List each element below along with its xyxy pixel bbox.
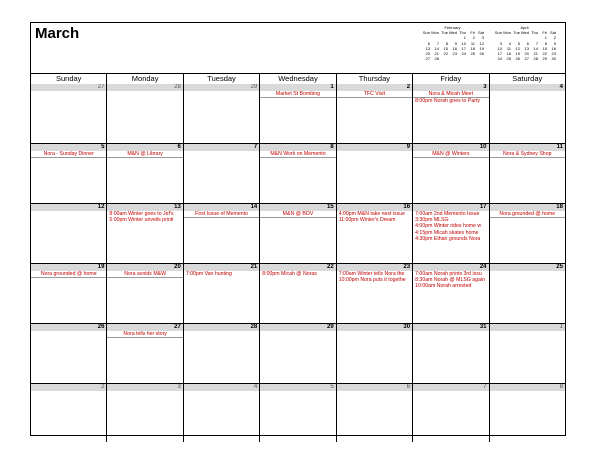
day-number: 14 bbox=[184, 204, 259, 211]
mini-day bbox=[448, 56, 457, 61]
day-cell[interactable] bbox=[336, 384, 412, 442]
mini-day: 8 bbox=[445, 40, 448, 46]
calendar-event[interactable]: 8:30am Norah @ MLSG again bbox=[415, 277, 485, 284]
day-cell[interactable] bbox=[489, 84, 565, 143]
calendar-event[interactable]: M&N Work on Memento bbox=[260, 151, 335, 158]
day-number: 31 bbox=[413, 324, 488, 331]
calendar-event[interactable]: TFC Visit bbox=[337, 91, 412, 98]
mini-day: 18 bbox=[506, 51, 511, 57]
mini-day: 17 bbox=[461, 45, 466, 51]
weekday-label: Sunday bbox=[55, 74, 82, 83]
mini-day: 17 bbox=[497, 51, 502, 57]
day-cell[interactable] bbox=[259, 144, 335, 203]
day-number: 11 bbox=[490, 144, 565, 151]
mini-day: 2 bbox=[553, 35, 556, 41]
weekday-label: Thursday bbox=[336, 74, 412, 84]
mini-day: 3 bbox=[499, 40, 502, 46]
day-cell[interactable] bbox=[412, 264, 488, 323]
mini-day: 26 bbox=[479, 51, 484, 57]
day-number: 28 bbox=[184, 324, 259, 331]
day-cell[interactable] bbox=[183, 264, 259, 323]
mini-day: 1 bbox=[463, 35, 466, 41]
day-cell[interactable] bbox=[489, 384, 565, 442]
mini-day: 27 bbox=[524, 56, 529, 62]
day-number: 22 bbox=[260, 264, 335, 271]
day-cell[interactable] bbox=[259, 324, 335, 383]
calendar-event[interactable]: Nora - Sunday Dinner bbox=[31, 151, 106, 158]
calendar-event[interactable]: M&N @ BOV bbox=[260, 211, 335, 218]
mini-day: 7 bbox=[535, 40, 538, 46]
mini-day: 21 bbox=[434, 51, 439, 57]
mini-day: 11 bbox=[470, 40, 475, 46]
day-number: 7 bbox=[184, 144, 259, 151]
day-number: 29 bbox=[184, 84, 259, 91]
mini-day: 22 bbox=[542, 51, 547, 57]
day-number: 24 bbox=[413, 264, 488, 271]
mini-day: 5 bbox=[517, 40, 520, 46]
mini-day bbox=[457, 56, 466, 61]
calendar-event[interactable]: M&N @ Library bbox=[107, 151, 182, 158]
day-cell[interactable] bbox=[106, 384, 182, 442]
weekday-label: Friday bbox=[412, 74, 488, 84]
day-number: 8 bbox=[260, 144, 335, 151]
day-number: 1 bbox=[490, 324, 565, 331]
day-cell[interactable] bbox=[489, 264, 565, 323]
day-cell[interactable] bbox=[336, 84, 412, 143]
day-number: 17 bbox=[413, 204, 488, 211]
day-cell[interactable] bbox=[106, 84, 182, 143]
day-cell[interactable] bbox=[31, 204, 106, 263]
month-grid bbox=[31, 84, 565, 442]
mini-day: 1 bbox=[544, 35, 547, 41]
day-cell[interactable] bbox=[31, 324, 106, 383]
day-cell[interactable] bbox=[489, 144, 565, 203]
day-cell[interactable] bbox=[412, 384, 488, 442]
weekday-label: Tuesday bbox=[183, 74, 259, 84]
day-number: 10 bbox=[413, 144, 488, 151]
day-number: 8 bbox=[490, 384, 565, 391]
calendar-event[interactable]: 10:00pm Nora puts it togethe bbox=[338, 277, 406, 284]
week-row bbox=[31, 204, 565, 264]
mini-day: 14 bbox=[533, 45, 538, 51]
mini-day: 9 bbox=[454, 40, 457, 46]
mini-day: 28 bbox=[434, 56, 439, 62]
day-cell[interactable] bbox=[412, 324, 488, 383]
day-number: 23 bbox=[337, 264, 412, 271]
calendar-event[interactable]: M&N @ Winters bbox=[413, 151, 488, 158]
weekday-label: Saturday bbox=[489, 74, 565, 84]
mini-day: 2 bbox=[472, 35, 475, 41]
calendar-event[interactable]: 7:00am Norah prints 3rd issu bbox=[415, 271, 482, 277]
mini-day: 11 bbox=[506, 45, 511, 51]
calendar-event[interactable]: Nora grounded @ home bbox=[31, 271, 106, 278]
mini-day: 15 bbox=[443, 45, 448, 51]
mini-day: 19 bbox=[479, 45, 484, 51]
day-number: 19 bbox=[31, 264, 106, 271]
day-number: 27 bbox=[107, 324, 182, 331]
day-cell[interactable] bbox=[259, 264, 335, 323]
calendar-event[interactable]: 4:30pm Ethan grounds Nora bbox=[415, 235, 481, 242]
mini-day: 25 bbox=[506, 56, 511, 62]
day-cell[interactable] bbox=[336, 204, 412, 263]
mini-weekday-label: Thu bbox=[459, 30, 466, 36]
calendar-event[interactable]: Nora avoids M&W bbox=[107, 271, 182, 278]
day-cell[interactable] bbox=[106, 144, 182, 203]
day-number: 7 bbox=[413, 384, 488, 391]
mini-calendar-title: April bbox=[520, 25, 529, 30]
day-number: 21 bbox=[184, 264, 259, 271]
mini-weekday-label: Fri bbox=[542, 30, 547, 36]
mini-day: 20 bbox=[524, 51, 529, 57]
month-title: March bbox=[35, 25, 80, 42]
day-number: 26 bbox=[31, 324, 106, 331]
mini-day: 26 bbox=[515, 56, 520, 62]
day-number: 27 bbox=[31, 84, 106, 91]
calendar-event[interactable]: Nora & Sydney Shop bbox=[490, 151, 565, 158]
day-number: 29 bbox=[260, 324, 335, 331]
mini-day: 24 bbox=[461, 51, 466, 57]
mini-day: 16 bbox=[452, 45, 457, 51]
calendar-event[interactable]: 11:00pm Winter's Dream bbox=[338, 217, 396, 224]
mini-day bbox=[439, 56, 448, 61]
day-cell[interactable] bbox=[183, 324, 259, 383]
day-cell[interactable] bbox=[106, 324, 182, 383]
calendar-event[interactable]: 8:00pm Micah @ Noras bbox=[262, 271, 317, 277]
calendar-event[interactable]: 4:15pm Micah skates home bbox=[415, 229, 479, 236]
day-number: 20 bbox=[107, 264, 182, 271]
mini-calendar-title: February bbox=[444, 25, 461, 30]
mini-day: 20 bbox=[425, 51, 430, 57]
day-number: 6 bbox=[337, 384, 412, 391]
mini-day: 27 bbox=[425, 56, 430, 62]
mini-day: 8 bbox=[544, 40, 547, 46]
day-cell[interactable] bbox=[489, 324, 565, 383]
week-row bbox=[31, 384, 565, 442]
mini-day: 4 bbox=[508, 40, 511, 46]
mini-day bbox=[475, 56, 484, 61]
week-row bbox=[31, 324, 565, 384]
day-number: 25 bbox=[490, 264, 565, 271]
week-row bbox=[31, 144, 565, 204]
day-number: 2 bbox=[31, 384, 106, 391]
mini-day: 10 bbox=[461, 40, 466, 46]
weekday-label: Wednesday bbox=[259, 74, 335, 84]
day-cell[interactable] bbox=[412, 144, 488, 203]
mini-weekday-label: Wed bbox=[448, 30, 457, 36]
day-cell[interactable] bbox=[31, 84, 106, 143]
day-cell[interactable] bbox=[336, 324, 412, 383]
week-row bbox=[31, 84, 565, 144]
mini-day: 10 bbox=[497, 45, 502, 51]
mini-calendar-february bbox=[421, 25, 484, 61]
mini-day: 13 bbox=[425, 45, 430, 51]
day-number: 4 bbox=[490, 84, 565, 91]
mini-day: 15 bbox=[542, 45, 547, 51]
day-number: 28 bbox=[107, 84, 182, 91]
day-cell[interactable] bbox=[336, 264, 412, 323]
mini-weekday-label: Tue bbox=[513, 30, 520, 36]
calendar-event[interactable]: 7:00pm Van hunting bbox=[185, 271, 232, 277]
mini-day: 12 bbox=[479, 40, 484, 46]
day-number: 4 bbox=[184, 384, 259, 391]
mini-day: 21 bbox=[533, 51, 538, 57]
day-number: 1 bbox=[260, 84, 335, 91]
mini-weekday-label: Sun bbox=[422, 30, 430, 36]
calendar-event[interactable]: 8:00am Winter goes to Jef's bbox=[109, 211, 174, 217]
mini-day: 16 bbox=[551, 45, 556, 51]
day-cell[interactable] bbox=[183, 144, 259, 203]
day-cell[interactable] bbox=[183, 204, 259, 263]
calendar-event[interactable]: 5:00pm Winter unveils printi bbox=[109, 217, 174, 224]
day-number: 2 bbox=[337, 84, 412, 91]
calendar-event[interactable]: Nora grounded @ home bbox=[490, 211, 565, 218]
day-cell[interactable] bbox=[31, 144, 106, 203]
day-cell[interactable] bbox=[183, 384, 259, 442]
day-cell[interactable] bbox=[259, 84, 335, 143]
calendar-event[interactable]: Nora tells her story bbox=[107, 331, 182, 338]
mini-weekday-label: Thu bbox=[531, 30, 538, 36]
mini-day bbox=[466, 56, 475, 61]
day-number: 18 bbox=[490, 204, 565, 211]
day-cell[interactable] bbox=[31, 264, 106, 323]
day-cell[interactable] bbox=[183, 84, 259, 143]
calendar-event[interactable]: 10:00am Norah arrested bbox=[415, 283, 472, 290]
day-number: 6 bbox=[107, 144, 182, 151]
calendar-event[interactable]: 3:30pm MLSG bbox=[415, 217, 449, 224]
day-number: 3 bbox=[107, 384, 182, 391]
day-number: 15 bbox=[260, 204, 335, 211]
mini-calendar-april bbox=[493, 25, 556, 61]
mini-day: 12 bbox=[515, 45, 520, 51]
day-number: 30 bbox=[337, 324, 412, 331]
day-number: 3 bbox=[413, 84, 488, 91]
weekday-label: Monday bbox=[106, 74, 182, 84]
week-row bbox=[31, 264, 565, 324]
mini-weekday-label: Mon bbox=[431, 30, 439, 36]
calendar-event[interactable]: 7:00am Winter tells Nora the bbox=[338, 271, 405, 277]
mini-weekday-label: Mon bbox=[503, 30, 511, 36]
day-cell[interactable] bbox=[259, 384, 335, 442]
mini-weekday-label: Sun bbox=[494, 30, 502, 36]
calendar-event[interactable]: 4:00pm M&N take next issue bbox=[338, 211, 406, 217]
mini-weekday-label: Sat bbox=[549, 30, 556, 36]
mini-day: 28 bbox=[533, 56, 538, 62]
day-number: 9 bbox=[337, 144, 412, 151]
mini-day: 30 bbox=[551, 56, 556, 62]
mini-day: 9 bbox=[553, 40, 556, 46]
mini-day: 18 bbox=[470, 45, 475, 51]
mini-day: 23 bbox=[452, 51, 457, 57]
day-number: 5 bbox=[31, 144, 106, 151]
day-cell[interactable] bbox=[412, 204, 488, 263]
mini-day: 7 bbox=[436, 40, 439, 46]
day-cell[interactable] bbox=[106, 264, 182, 323]
mini-day: 25 bbox=[470, 51, 475, 57]
day-cell[interactable] bbox=[259, 204, 335, 263]
day-cell[interactable] bbox=[31, 384, 106, 442]
day-cell[interactable] bbox=[336, 144, 412, 203]
calendar-event[interactable]: 4:00pm Winter rides home w bbox=[415, 223, 482, 230]
day-number: 16 bbox=[337, 204, 412, 211]
calendar-event[interactable]: 8:00pm Norah goes to Party bbox=[415, 98, 480, 105]
mini-day: 24 bbox=[497, 56, 502, 62]
mini-day: 23 bbox=[551, 51, 556, 57]
mini-day: 22 bbox=[443, 51, 448, 57]
day-cell[interactable] bbox=[412, 84, 488, 143]
mini-weekday-label: Fri bbox=[470, 30, 475, 36]
day-cell[interactable] bbox=[106, 204, 182, 263]
calendar-page bbox=[30, 22, 566, 436]
mini-weekday-label: Wed bbox=[520, 30, 529, 36]
day-number: 13 bbox=[107, 204, 182, 211]
calendar-event[interactable]: Market St Bombing bbox=[260, 91, 335, 98]
mini-day: 19 bbox=[515, 51, 520, 57]
day-number: 5 bbox=[260, 384, 335, 391]
mini-day: 29 bbox=[542, 56, 547, 62]
day-cell[interactable] bbox=[489, 204, 565, 263]
mini-day: 3 bbox=[481, 35, 484, 41]
mini-day: 6 bbox=[526, 40, 529, 46]
calendar-event[interactable]: Nora & Micah Meet bbox=[413, 91, 488, 98]
mini-weekday-label: Sat bbox=[477, 30, 484, 36]
mini-day: 14 bbox=[434, 45, 439, 51]
calendar-event[interactable]: 7:00am 2nd Memento Issue bbox=[415, 211, 480, 217]
calendar-event[interactable]: First Issue of Memento bbox=[184, 211, 259, 218]
day-number: 12 bbox=[31, 204, 106, 211]
mini-day: 6 bbox=[427, 40, 430, 46]
mini-weekday-label: Tue bbox=[441, 30, 448, 36]
mini-day: 13 bbox=[524, 45, 529, 51]
